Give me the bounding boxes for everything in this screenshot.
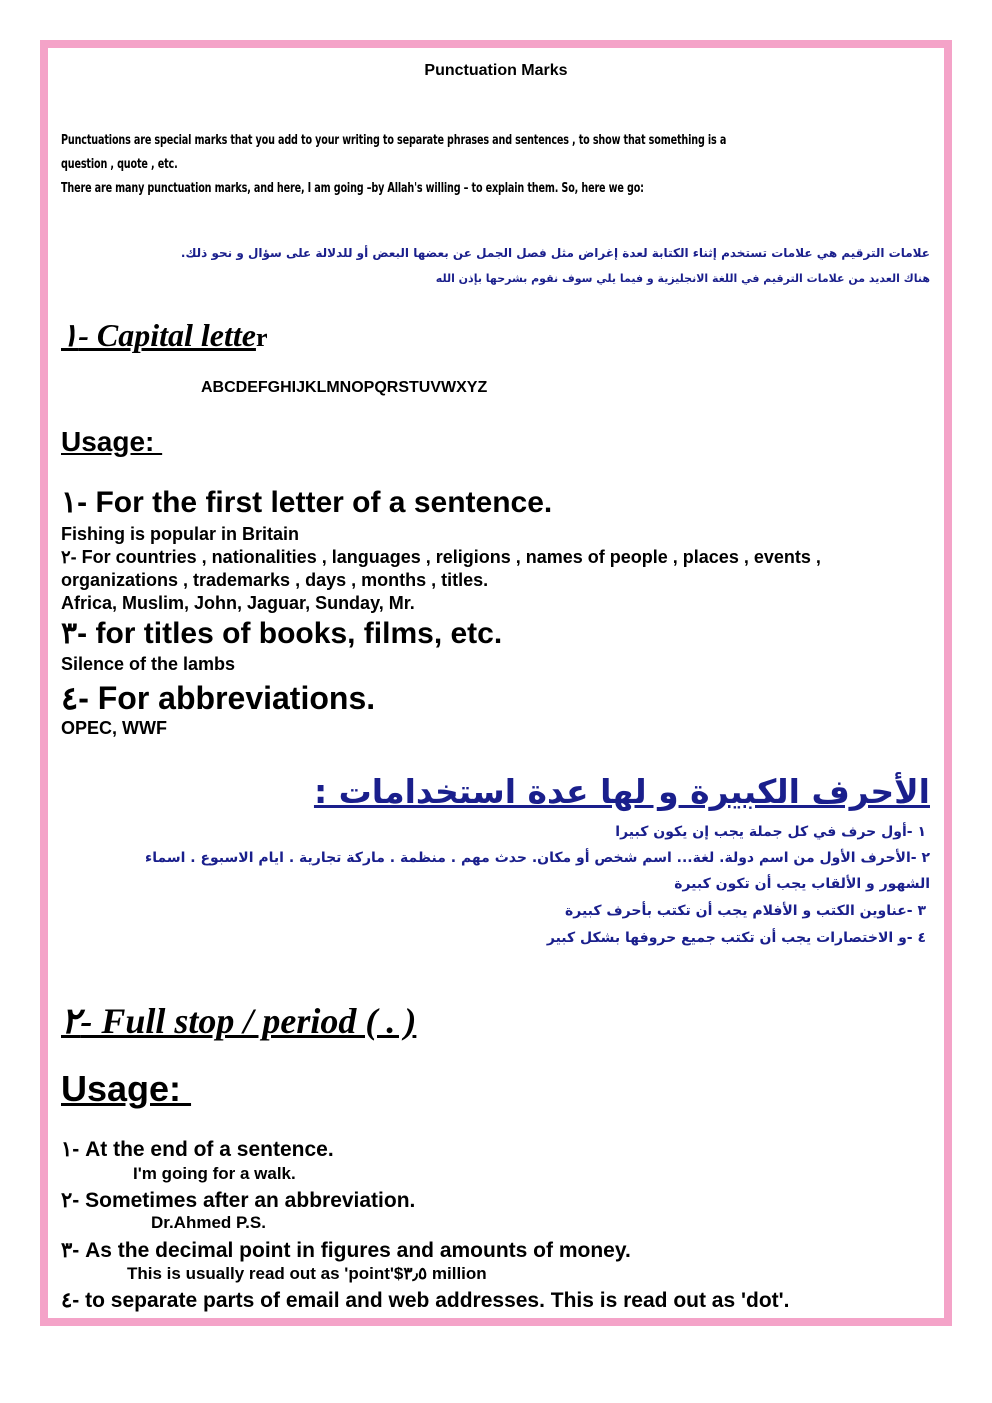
ar-line-1: ١ -أول حرف في كل جملة يجب إن يكون كبيرا	[615, 824, 926, 840]
item-3-heading: ٣- for titles of books, films, etc.	[61, 617, 503, 650]
fs-item-2: ٢- Sometimes after an abbreviation.	[61, 1189, 416, 1212]
intro-ar-line-1: علامات الترقيم هي علامات تستخدم إثناء الكتابة لعدة إغراض مثل فصل الجمل عن بعضها البعض أو للدلالة على سؤال و نحو ذلك.	[180, 246, 930, 260]
item-2-line-1: ٢- For countries , nationalities , languages , religions , names of people , places , events ,	[61, 547, 821, 567]
item-2-example: Africa, Muslim, John, Jaguar, Sunday, Mr.	[61, 593, 415, 613]
item-3-example: Silence of the lambs	[61, 654, 236, 674]
item-4-example: OPEC, WWF	[61, 718, 167, 738]
usage-heading-1: Usage:	[61, 426, 163, 457]
fs-item-1: ١- At the end of a sentence.	[61, 1138, 334, 1161]
item-1-example: Fishing is popular in Britain	[61, 524, 300, 544]
section-2-heading: ٢- Full stop / period ( . )	[61, 1001, 417, 1041]
intro-ar-line-2: هناك العديد من علامات الترقيم في اللغة الانجليزية و فيما يلي سوف نقوم بشرحها بإذن الله	[435, 272, 930, 285]
usage-heading-2: Usage:	[61, 1068, 192, 1109]
page-title: Punctuation Marks	[424, 62, 568, 79]
section-1-heading-main: ١- Capital lette	[61, 317, 256, 353]
fs-item-1-example: I'm going for a walk.	[133, 1164, 296, 1183]
alphabet: ABCDEFGHIJKLMNOPQRSTUVWXYZ	[201, 379, 488, 396]
ar-line-4: ٣ -عناوين الكتب و الأفلام يجب أن تكتب بأحرف كبيرة	[564, 903, 926, 919]
fs-item-3: ٣- As the decimal point in figures and amounts of money.	[61, 1239, 631, 1262]
ar-section-1-heading: الأحرف الكبيرة و لها عدة استخدامات :	[313, 772, 930, 811]
item-2-line-2: organizations , trademarks , days , months , titles.	[61, 570, 489, 590]
intro-en-line-1: Punctuations are special marks that you add to your writing to separate phrases and sentences , to show that something is a	[61, 133, 727, 148]
ar-line-3: الشهور و الألقاب يجب أن تكون كبيرة	[674, 876, 930, 892]
fs-item-3-example: This is usually read out as 'point'$٣٫٥ million	[127, 1264, 487, 1283]
fs-item-2-example: Dr.Ahmed P.S.	[151, 1213, 266, 1232]
ar-line-2: ٢ -الأحرف الأول من اسم دولة. لغة... اسم شخص أو مكان. حدث مهم . منظمة . ماركة تجارية . ايام الاسبوع . اسماء	[145, 850, 930, 866]
item-4-heading: ٤- For abbreviations.	[61, 680, 376, 716]
section-1-heading-tail: r	[255, 323, 268, 352]
ar-line-5: ٤ -و الاختصارات يجب أن تكتب جميع حروفها بشكل كبير	[546, 930, 926, 946]
section-1-heading	[61, 316, 267, 354]
item-1-heading: ١- For the first letter of a sentence.	[61, 486, 553, 519]
intro-en-line-3: There are many punctuation marks, and here, I am going –by Allah's willing – to explain them. So, here we go:	[61, 181, 644, 196]
intro-en-line-2: question , quote , etc.	[61, 157, 178, 172]
fs-item-4: ٤- to separate parts of email and web addresses. This is read out as 'dot'.	[61, 1289, 790, 1312]
